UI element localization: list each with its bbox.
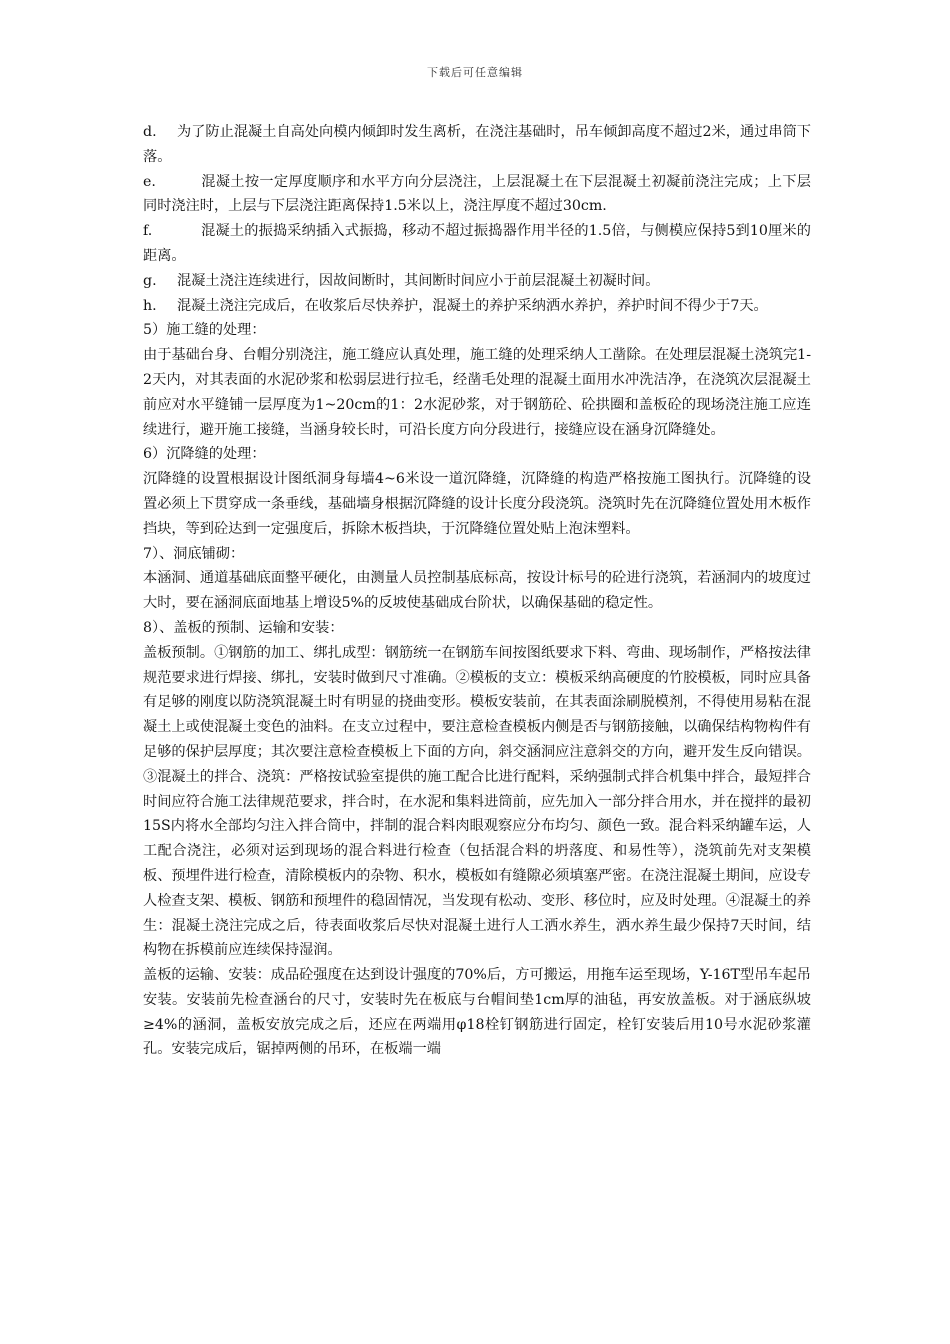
item-label: f.	[143, 223, 153, 240]
section-paragraph: 盖板的运输、安装：成品砼强度在达到设计强度的70%后，方可搬运，用拖车运至现场，Y-16T型吊车起吊安装。安装前先检查涵台的尺寸，安装时先在板底与台帽间垫1cm厚的油毡，再安放盖板。对于涵底纵坡≥4%的涵洞，盖板安放完成之后，还应在两端用φ18栓钉钢筋进行固定，栓钉安装后用10号水泥砂浆灌孔。安装完成后，锯掉两侧的吊环，在板端一端	[143, 967, 811, 1058]
item-label: d.	[143, 124, 157, 140]
section-heading-culvert-bottom: 7）、洞底铺砌：	[143, 545, 245, 562]
section-paragraph: 盖板预制。①钢筋的加工、绑扎成型：钢筋统一在钢筋车间按图纸要求下料、弯曲、现场制作，严格按法律规范要求进行焊接、绑扎，安装时做到尺寸准确。②模板的支立：模板采纳高硬度的竹胶模板，同时应具备有足够的刚度以防浇筑混凝土时有明显的挠曲变形。模板安装前，在其表面涂刷脱模剂，不得使用易粘在混凝土上或使混凝土变色的油料。在支立过程中，要注意检查模板内侧是否与钢筋接触，以确保结构物构件有足够的保护层厚度；其次要注意检查模板上下面的方向，斜交涵洞应注意斜交的方向，避开发生反向错误。③混凝土的拌合、浇筑：严格按试验室提供的施工配合比进行配料，采纳强制式拌合机集中拌合，最短拌合时间应符合施工法律规范要求，拌合时，在水泥和集料进筒前，应先加入一部分拌合用水，并在搅拌的最初15S内将水全部均匀注入拌合筒中，拌制的混合料肉眼观察应分布均匀、颜色一致。混合料采纳罐车运，人工配合浇注，必须对运到现场的混合料进行检查（包括混合料的坍落度、和易性等），浇筑前先对支架模板、预埋件进行检查，清除模板内的杂物、积水，模板如有缝隙必须填塞严密。在浇注混凝土期间，应设专人检查支架、模板、钢筋和预埋件的稳固情况，当发现有松动、变形、移位时，应及时处理。④混凝土的养生：混凝土浇注完成之后，待表面收浆后尽快对混凝土进行人工洒水养生，洒水养生最少保持7天时间，结构物在拆模前应连续保持湿润。	[143, 644, 811, 959]
item-text: 混凝土按一定厚度顺序和水平方向分层浇注，上层混凝土在下层混凝土初凝前浇注完成；上下层同时浇注时，上层与下层浇注距离保持1.5米以上，浇注厚度不超过30cm.	[143, 173, 811, 215]
item-label: e.	[143, 173, 156, 190]
list-item-h	[143, 294, 811, 319]
section-heading-construction-joint: 5）施工缝的处理：	[143, 322, 266, 339]
item-label: h.	[143, 297, 157, 314]
section-paragraph: 本涵洞、通道基础底面整平硬化，由测量人员控制基底标高，按设计标号的砼进行浇筑，若涵洞内的坡度过大时，要在涵洞底面地基上增设5%的反坡使基础成台阶状，以确保基础的稳定性。	[143, 570, 811, 612]
document-body	[143, 120, 811, 1062]
item-text: 混凝土浇注完成后，在收浆后尽快养护，混凝土的养护采纳洒水养护，养护时间不得少于7天。	[177, 297, 768, 314]
item-text: 为了防止混凝土自高处向模内倾卸时发生离析，在浇注基础时，吊车倾卸高度不超过2米，通过串筒下落。	[143, 124, 811, 165]
page-header: 下载后可任意编辑	[427, 66, 523, 79]
item-text: 混凝土的振捣采纳插入式振捣，移动不超过振捣器作用半径的1.5倍，与侧模应保持5到10厘米的距离。	[143, 223, 811, 264]
item-text: 混凝土浇注连续进行，因故间断时，其间断时间应小于前层混凝土初凝时间。	[177, 272, 660, 289]
section-paragraph: 由于基础台身、台帽分别浇注，施工缝应认真处理，施工缝的处理采纳人工凿除。在处理层混凝土浇筑完1-2天内，对其表面的水泥砂浆和松弱层进行拉毛，经凿毛处理的混凝土面用水冲洗洁净，在浇筑次层混凝土前应对水平缝铺一层厚度为1~20cm的1：2水泥砂浆，对于钢筋砼、砼拱圈和盖板砼的现场浇注施工应连续进行，避开施工接缝，当涵身较长时，可沿长度方向分段进行，接缝应设在涵身沉降缝处。	[143, 347, 811, 438]
section-heading-settlement-joint: 6）沉降缝的处理：	[143, 446, 266, 463]
list-item-d	[143, 120, 811, 170]
list-item-g	[143, 269, 811, 294]
list-item-e	[143, 170, 811, 220]
list-item-f	[143, 219, 811, 269]
section-heading-cover-plate: 8）、盖板的预制、运输和安装：	[143, 619, 344, 636]
section-paragraph: 沉降缝的设置根据设计图纸洞身每墙4~6米设一道沉降缝，沉降缝的构造严格按施工图执行。沉降缝的设置必须上下贯穿成一条垂线，基础墙身根据沉降缝的设计长度分段浇筑。浇筑时先在沉降缝位置处用木板作挡块，等到砼达到一定强度后，拆除木板挡块，于沉降缝位置处贴上泡沫塑料。	[143, 471, 811, 537]
item-label: g.	[143, 272, 157, 289]
